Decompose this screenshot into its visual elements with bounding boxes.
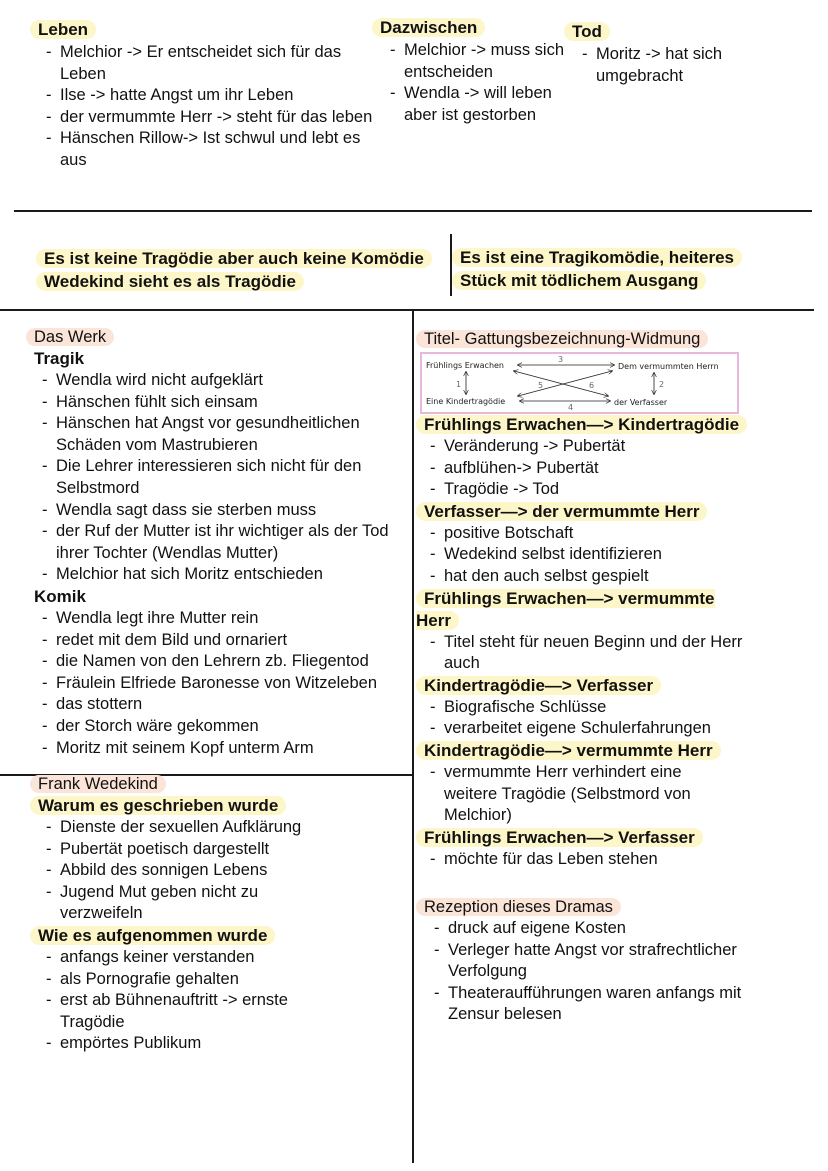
tragik-list	[42, 370, 410, 586]
list-item: - Moritz mit seinem Kopf unterm Arm	[42, 738, 410, 760]
list-item: - Abbild des sonnigen Lebens	[46, 860, 410, 882]
relation-heading-6: Frühlings Erwachen—> Verfasser	[416, 828, 703, 847]
titel-section	[416, 328, 816, 350]
aufgenommen-title: Wie es aufgenommen wurde	[30, 926, 275, 945]
list-item: - Dienste der sexuellen Aufklärung	[46, 817, 410, 839]
diagram-label-tl: Frühlings Erwachen	[426, 361, 505, 370]
list-item: - das stottern	[42, 694, 410, 716]
diagram-label-bl: Eine Kindertragödie	[426, 397, 506, 406]
statement-left	[36, 247, 452, 293]
relation-list-5	[430, 762, 730, 827]
list-item: - Melchior hat sich Moritz entschieden	[42, 564, 410, 586]
leben-section	[30, 20, 380, 172]
wedekind-section	[30, 773, 410, 1055]
aufgenommen-list	[46, 947, 410, 1055]
list-item: - Tragödie -> Tod	[430, 479, 816, 501]
list-item: - Pubertät poetisch dargestellt	[46, 839, 410, 861]
diagram-label-tr: Dem vermummten Herrn	[618, 362, 719, 371]
list-item: - Hänschen fühlt sich einsam	[42, 392, 410, 414]
rezeption-title: Rezeption dieses Dramas	[416, 898, 621, 916]
list-item: - die Namen von den Lehrern zb. Fliegentod	[42, 651, 410, 673]
relation-list-3	[430, 632, 770, 675]
list-item: - der Storch wäre gekommen	[42, 716, 410, 738]
list-item: - Theateraufführungen waren anfangs mit Zensur belesen	[434, 983, 794, 1026]
list-item: - empörtes Publikum	[46, 1033, 410, 1055]
list-item: - Hänschen Rillow-> Ist schwul und lebt es aus	[46, 128, 380, 171]
relation-heading-3: Frühlings Erwachen—> vermummte Herr	[416, 588, 715, 630]
rezeption-list	[434, 918, 794, 1026]
list-item: - Wendla legt ihre Mutter rein	[42, 608, 410, 630]
relation-list-6	[430, 849, 816, 871]
list-item: - positive Botschaft	[430, 523, 816, 545]
list-item: - der Ruf der Mutter ist ihr wichtiger als der Tod ihrer Tochter (Wendlas Mutter)	[42, 521, 410, 564]
diagram-number-5: 5	[538, 381, 544, 390]
list-item: - anfangs keiner verstanden	[46, 947, 410, 969]
statement-left-line2: Wedekind sieht es als Tragödie	[36, 272, 304, 291]
list-item: - Hänschen hat Angst vor gesundheitlichen Schäden vom Mastrubieren	[42, 413, 410, 456]
list-item: - Jugend Mut geben nicht zu verzweifeln	[46, 882, 310, 925]
statement-right	[452, 246, 782, 292]
relation-heading-2: Verfasser—> der vermummte Herr	[416, 502, 707, 521]
list-item: - aufblühen-> Pubertät	[430, 458, 816, 480]
list-item: - Fräulein Elfriede Baronesse von Witzeleben	[42, 673, 410, 695]
dazwischen-title: Dazwischen	[372, 18, 485, 37]
list-item: - Wendla sagt dass sie sterben muss	[42, 500, 410, 522]
relation-list-4	[430, 697, 816, 740]
list-item: - redet mit dem Bild und ornariert	[42, 630, 410, 652]
wedekind-title: Frank Wedekind	[30, 775, 166, 793]
diagram-number-3: 3	[558, 355, 564, 364]
list-item: - als Pornografie gehalten	[46, 969, 410, 991]
list-item: - Melchior -> Er entscheidet sich für das Leben	[46, 42, 380, 85]
werk-title: Das Werk	[26, 328, 114, 346]
titel-relations	[416, 414, 816, 870]
tragik-title: Tragik	[34, 349, 85, 368]
divider-second	[0, 309, 814, 311]
list-item: - Melchior -> muss sich entscheiden	[390, 40, 572, 83]
komik-title: Komik	[34, 586, 86, 606]
relation-heading-4: Kindertragödie—> Verfasser	[416, 676, 661, 695]
list-item: - Wedekind selbst identifizieren	[430, 544, 816, 566]
statement-right-line1: Es ist eine Tragikomödie, heiteres	[452, 248, 742, 267]
list-item: - Verleger hatte Angst vor strafrechtlicher Verfolgung	[434, 940, 794, 983]
list-item: - der vermummte Herr -> steht für das leben	[46, 107, 380, 129]
diagram-number-4: 4	[568, 403, 574, 412]
relation-heading-1: Frühlings Erwachen—> Kindertragödie	[416, 415, 747, 434]
divider-top	[14, 210, 812, 212]
diagram-number-6: 6	[589, 381, 595, 390]
list-item: - Wendla -> will leben aber ist gestorben	[390, 83, 572, 126]
list-item: - druck auf eigene Kosten	[434, 918, 794, 940]
diagram-svg	[422, 354, 737, 412]
dazwischen-list	[390, 40, 572, 126]
tod-section	[564, 22, 744, 87]
list-item: - Titel steht für neuen Beginn und der Herr auch	[430, 632, 770, 675]
leben-list	[46, 42, 380, 172]
warum-title: Warum es geschrieben wurde	[30, 796, 286, 815]
relation-list-1	[430, 436, 816, 501]
diagram-label-br: der Verfasser	[614, 398, 668, 407]
list-item: - erst ab Bühnenauftritt -> ernste Tragödie	[46, 990, 330, 1033]
tod-list	[582, 44, 744, 87]
komik-list	[42, 608, 410, 759]
diagram-number-1: 1	[456, 380, 462, 389]
diagram-number-2: 2	[659, 380, 665, 389]
tod-title: Tod	[564, 22, 610, 41]
list-item: - hat den auch selbst gespielt	[430, 566, 816, 588]
rezeption-section	[416, 896, 816, 1026]
list-item: - Veränderung -> Pubertät	[430, 436, 816, 458]
list-item: - möchte für das Leben stehen	[430, 849, 816, 871]
list-item: - Die Lehrer interessieren sich nicht für den Selbstmord	[42, 456, 410, 499]
arrow-5	[518, 371, 612, 396]
statement-left-line1: Es ist keine Tragödie aber auch keine Komödie	[36, 249, 432, 268]
list-item: - vermummte Herr verhindert eine weitere Tragödie (Selbstmord von Melchior)	[430, 762, 730, 827]
list-item: - Moritz -> hat sich umgebracht	[582, 44, 744, 87]
list-item: - Biografische Schlüsse	[430, 697, 816, 719]
titel-title: Titel- Gattungsbezeichnung-Widmung	[416, 330, 708, 348]
relation-heading-5: Kindertragödie—> vermummte Herr	[416, 741, 721, 760]
list-item: - Ilse -> hatte Angst um ihr Leben	[46, 85, 380, 107]
list-item: - verarbeitet eigene Schulerfahrungen	[430, 718, 816, 740]
dazwischen-section	[372, 18, 572, 126]
relation-list-2	[430, 523, 816, 588]
leben-title: Leben	[30, 20, 96, 39]
warum-list	[46, 817, 410, 925]
title-relations-diagram	[420, 352, 739, 414]
list-item: - Wendla wird nicht aufgeklärt	[42, 370, 410, 392]
werk-section	[26, 326, 410, 759]
statement-right-line2: Stück mit tödlichem Ausgang	[452, 271, 706, 290]
divider-main-vertical	[412, 311, 414, 1163]
